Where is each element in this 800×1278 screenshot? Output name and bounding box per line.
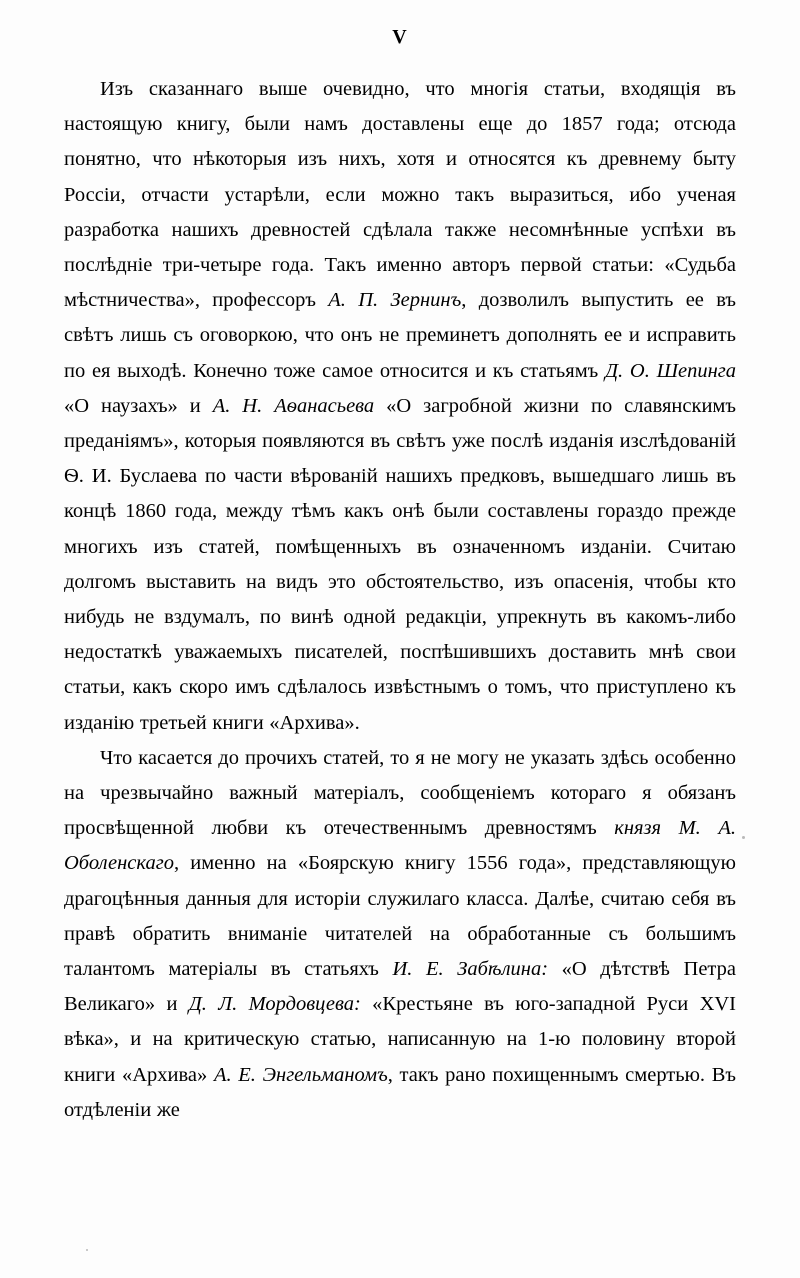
italic-name-run: И. Е. Забѣлина: <box>392 958 549 981</box>
page-number: V <box>392 26 408 48</box>
text-run: «О дѣтствѣ Петра Великаго» и <box>64 958 736 1016</box>
text-run: , дозволилъ выпустить ее въ свѣтъ лишь съ оговоркою, что онъ не преминетъ дополнять ее и исправить по ея выходѣ. Конечно тоже самое относится и къ статьямъ <box>64 289 736 382</box>
text-run: «О наузахъ» и <box>64 394 213 417</box>
paragraph-1 <box>64 72 736 741</box>
italic-name-run: А. П. Зернинъ <box>328 289 462 312</box>
italic-name-run: князя М. А. Оболенскаго <box>64 817 736 875</box>
page-speck <box>742 836 745 839</box>
italic-name-run: Д. Л. Мордовцева: <box>188 993 361 1016</box>
text-run: «Крестьяне въ юго-западной Руси XVI вѣка», и на критическую статью, написанную на 1-ю половину второй книги «Архива» <box>64 993 736 1086</box>
italic-name-run: А. Н. Аѳанасьева <box>212 394 375 417</box>
text-run: «О загробной жизни по славянскимъ преданіямъ», которыя появляются въ свѣтъ уже послѣ изданія изслѣдованій Ѳ. И. Буслаева по части вѣрованій нашихъ предковъ, вышедшаго лишь въ концѣ 1860 года, между тѣмъ какъ онѣ были составлены гораздо прежде многихъ изъ статей, помѣщенныхъ въ означенномъ изданіи. Считаю долгомъ выставить на видъ это обстоятельство, изъ опасенія, чтобы кто нибудь не вздумалъ, по винѣ одной редакціи, упрекнуть въ какомъ-либо недостаткѣ уважаемыхъ писателей, поспѣшившихъ доставить мнѣ свои статьи, какъ скоро имъ сдѣлалось извѣстнымъ о томъ, что приступлено къ изданію третьей книги «Архива». <box>64 394 736 734</box>
paragraph-2 <box>64 741 736 1128</box>
italic-name-run: Д. О. Шепинга <box>605 359 736 382</box>
text-run: , именно на «Боярскую книгу 1556 года», представляющую драгоцѣнныя данныя для исторіи служилаго класса. Далѣе, считаю себя въ правѣ обратить вниманіе читателей на обработанные съ большимъ талантомъ матеріалы въ статьяхъ <box>64 852 736 981</box>
italic-name-run: А. Е. Энгельманомъ <box>213 1063 388 1086</box>
text-run: , такъ рано похищеннымъ смертью. Въ отдѣленіи же <box>64 1063 736 1121</box>
body-text <box>64 72 736 1128</box>
text-run: Изъ сказаннаго выше очевидно, что многія статьи, входящія въ настоящую книгу, были намъ доставлены еще до 1857 года; отсюда понятно, что нѣкоторыя изъ нихъ, хотя и относятся къ древнему быту Россіи, отчасти устарѣли, если можно такъ выразиться, ибо ученая разработка нашихъ древностей сдѣлала также несомнѣнные успѣхи въ послѣдніе три-четыре года. Такъ именно авторъ первой статьи: «Судьба мѣстничества», профессоръ <box>64 78 736 312</box>
text-run: Что касается до прочихъ статей, то я не могу не указать здѣсь особенно на чрезвычайно важный матеріалъ, сообщеніемъ котораго я обязанъ просвѣщенной любви къ отечественнымъ древностямъ <box>64 746 736 840</box>
page-speck <box>86 1249 88 1251</box>
